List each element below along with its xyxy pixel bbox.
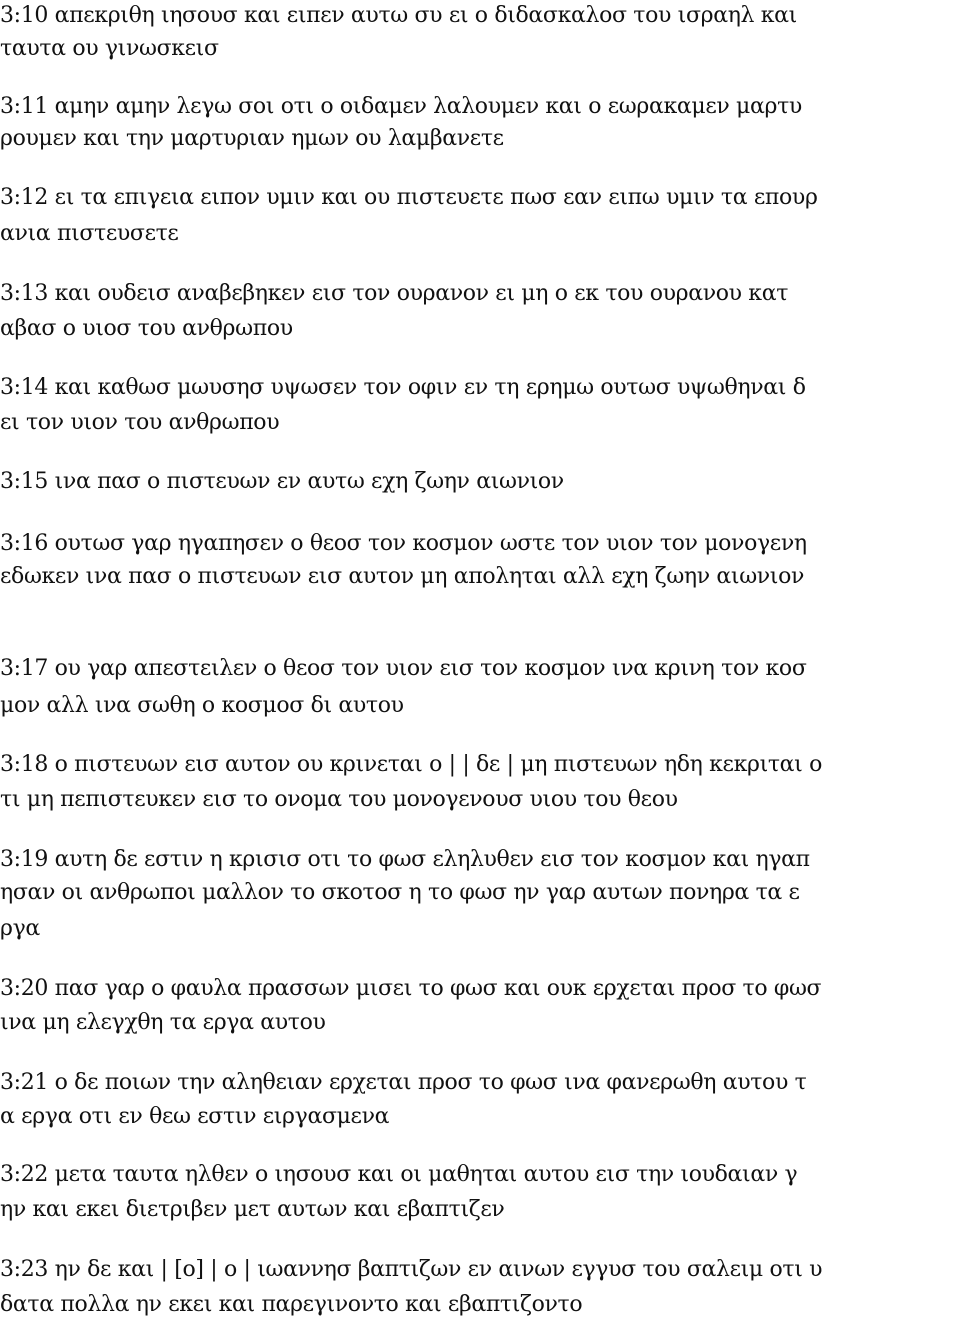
verse-3-19-line-3: ργα [0, 916, 40, 941]
verse-3-11-line-1: 3:11 αμην αμην λεγω σοι οτι ο οιδαμεν λαλουμεν και ο εωρακαμεν μαρτυ [0, 94, 802, 119]
verse-3-14-line-2: ει τον υιον του ανθρωπου [0, 410, 280, 435]
verse-3-13-line-2: αβασ ο υιοσ του ανθρωπου [0, 316, 293, 341]
verse-3-18-line-1: 3:18 ο πιστευων εισ αυτον ου κρινεται ο | | δε | μη πιστευων ηδη κεκριται ο [0, 752, 822, 777]
verse-3-15-line-1: 3:15 ινα πασ ο πιστευων εν αυτω εχη ζωην αιωνιον [0, 469, 564, 494]
verse-3-22-line-2: ην και εκει διετριβεν μετ αυτων και εβαπτιζεν [0, 1197, 505, 1222]
verse-3-20-line-1: 3:20 πασ γαρ ο φαυλα πρασσων μισει το φωσ και ουκ ερχεται προσ το φωσ [0, 976, 822, 1001]
verse-3-10-line-2: ταυτα ου γινωσκεισ [0, 36, 219, 61]
verse-3-12-line-1: 3:12 ει τα επιγεια ειπον υμιν και ου πιστευετε πωσ εαν ειπω υμιν τα επουρ [0, 185, 818, 210]
verse-3-17-line-2: μον αλλ ινα σωθη ο κοσμοσ δι αυτου [0, 693, 404, 718]
verse-3-14-line-1: 3:14 και καθωσ μωυσησ υψωσεν τον οφιν εν τη ερημω ουτωσ υψωθηναι δ [0, 375, 806, 400]
verse-3-20-line-2: ινα μη ελεγχθη τα εργα αυτου [0, 1010, 326, 1035]
verse-3-18-line-2: τι μη πεπιστευκεν εισ το ονομα του μονογενουσ υιου του θεου [0, 787, 678, 812]
verse-3-11-line-2: ρουμεν και την μαρτυριαν ημων ου λαμβανετε [0, 126, 504, 151]
verse-3-16-line-1: 3:16 ουτωσ γαρ ηγαπησεν ο θεοσ τον κοσμον ωστε τον υιον τον μονογενη [0, 531, 807, 556]
verse-3-19-line-2: ησαν οι ανθρωποι μαλλον το σκοτοσ η το φωσ ην γαρ αυτων πονηρα τα ε [0, 880, 800, 905]
verse-3-16-line-2: εδωκεν ινα πασ ο πιστευων εισ αυτον μη αποληται αλλ εχη ζωην αιωνιον [0, 564, 805, 589]
verse-3-17-line-1: 3:17 ου γαρ απεστειλεν ο θεοσ τον υιον εισ τον κοσμον ινα κρινη τον κοσ [0, 656, 807, 681]
verse-3-21-line-2: α εργα οτι εν θεω εστιν ειργασμενα [0, 1104, 390, 1129]
verse-3-13-line-1: 3:13 και ουδεισ αναβεβηκεν εισ τον ουρανον ει μη ο εκ του ουρανου κατ [0, 281, 789, 306]
verse-3-22-line-1: 3:22 μετα ταυτα ηλθεν ο ιησουσ και οι μαθηται αυτου εισ την ιουδαιαν γ [0, 1162, 798, 1187]
verse-3-23-line-1: 3:23 ην δε και | [ο] | ο | ιωαννησ βαπτιζων εν αινων εγγυσ του σαλειμ οτι υ [0, 1257, 823, 1282]
verse-3-12-line-2: ανια πιστευσετε [0, 221, 179, 246]
verse-3-10-line-1: 3:10 απεκριθη ιησουσ και ειπεν αυτω συ ει ο διδασκαλοσ του ισραηλ και [0, 3, 797, 28]
verse-3-19-line-1: 3:19 αυτη δε εστιν η κρισισ οτι το φωσ εληλυθεν εισ τον κοσμον και ηγαπ [0, 847, 810, 872]
verse-3-21-line-1: 3:21 ο δε ποιων την αληθειαν ερχεται προσ το φωσ ινα φανερωθη αυτου τ [0, 1070, 807, 1095]
verse-3-23-line-2: δατα πολλα ην εκει και παρεγινοντο και εβαπτιζοντο [0, 1292, 583, 1317]
